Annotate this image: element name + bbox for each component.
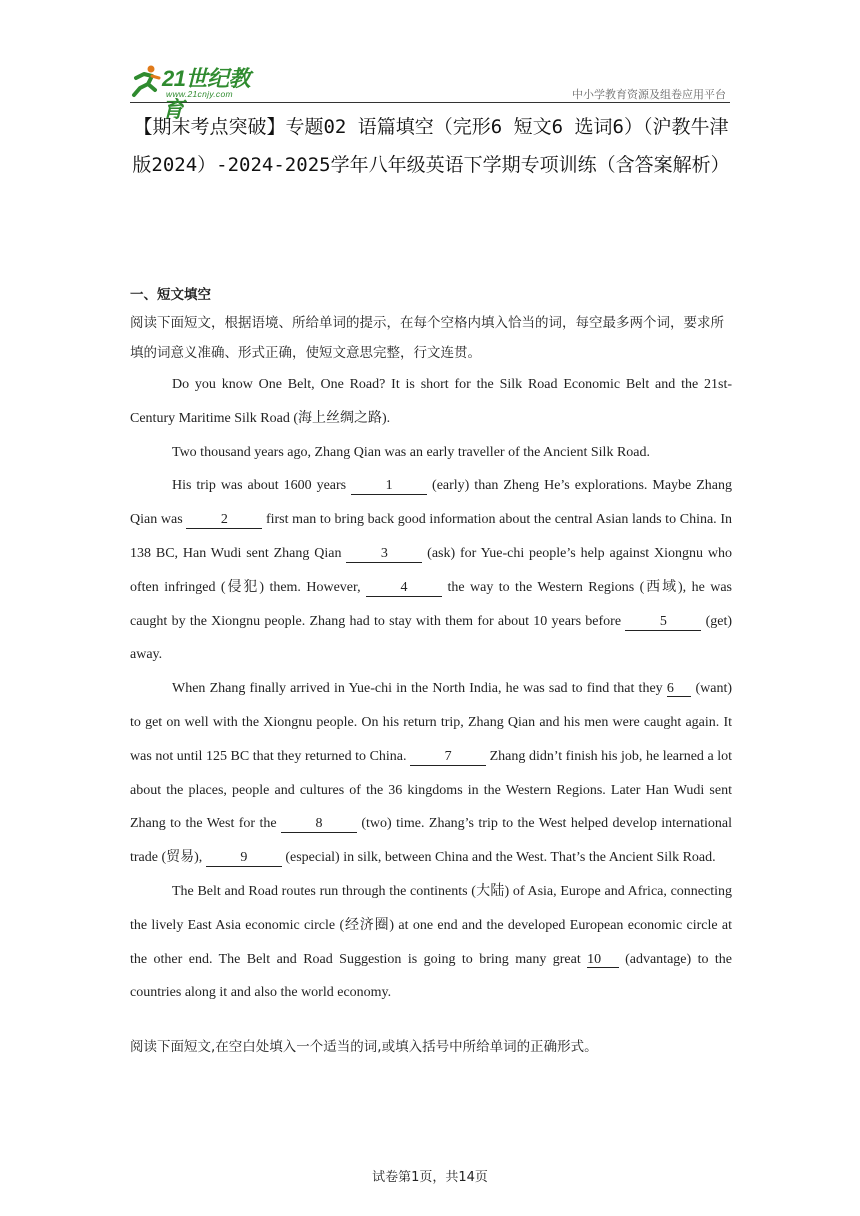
paragraph-2: Two thousand years ago, Zhang Qian was an early traveller of the Ancient Silk Road.: [172, 444, 650, 460]
text-segment: (ask) for Yue-chi people’s help against Xiongnu who often infringed (侵犯) them. However,: [130, 545, 732, 595]
text-segment: His trip was about 1600 years: [172, 478, 352, 494]
logo-url: www.21cnjy.com: [166, 89, 233, 99]
blank-9[interactable]: 9: [206, 850, 282, 867]
text-segment: Zhang didn’t finish his job, he learned a lot about the places, people and cultures of the 36 kingdoms in the Western Regions. Later Han Wudi sent Zhang to the West for the: [130, 748, 732, 832]
header-slogan: 中小学教育资源及组卷应用平台: [572, 88, 726, 101]
blank-10-number: 10: [587, 951, 602, 967]
running-figure-icon: [130, 64, 162, 98]
paragraph-3: [130, 469, 732, 672]
blank-10[interactable]: [587, 943, 619, 977]
blank-4[interactable]: 4: [366, 580, 442, 597]
blank-2[interactable]: 2: [186, 512, 262, 529]
section-instruction: 阅读下面短文，根据语境、所给单词的提示，在每个空格内填入恰当的词，每空最多两个词，要求所填的词意义准确、形式正确，使短文意思完整，行文连贯。: [130, 315, 724, 361]
blank-6[interactable]: [667, 672, 692, 706]
text-segment: (want) to get on well with the Xiongnu people. On his return trip, Zhang Qian and his men were caught again. It was not until 125 BC that they returned to China.: [130, 681, 732, 764]
text-segment: the way to the Western Regions (西域), he was caught by the Xiongnu people. Zhang had to stay with them for about 10 years before: [130, 579, 733, 629]
blank-6-number: 6: [666, 681, 674, 697]
text-segment: The Belt and Road routes run through the continents (大陆) of Asia, Europe and Africa, connecting the lively East Asia economic circle (经济圈) at one end and the developed European economic circle at the other end. The Belt and Road Suggestion is going to bring many great: [130, 883, 732, 967]
second-instruction: 阅读下面短文,在空白处填入一个适当的词,或填入括号中所给单词的正确形式。: [130, 1039, 598, 1056]
paragraph-1: Do you know One Belt, One Road? It is short for the Silk Road Economic Belt and the 21st-Century Maritime Silk Road (海上丝绸之路).: [130, 377, 732, 426]
paragraph-4: [130, 672, 732, 875]
text-segment: (especial) in silk, between China and the West. That’s the Ancient Silk Road.: [281, 850, 716, 866]
logo-text: 21世纪教育: [162, 66, 250, 122]
text-segment: first man to bring back good information about the central Asian lands to China. In 138 BC, Han Wudi sent Zhang Qian: [130, 512, 732, 561]
blank-5[interactable]: 5: [625, 614, 701, 631]
page-header: [130, 60, 730, 122]
text-segment: (early) than Zheng He’s explorations. Maybe Zhang Qian was: [130, 478, 732, 528]
page-footer: 试卷第1页，共14页: [372, 1170, 488, 1185]
document-body: [130, 282, 732, 1062]
paragraph-5: [130, 875, 732, 1010]
text-segment: (advantage) to the countries along it and also the world economy.: [130, 951, 733, 1001]
blank-3[interactable]: 3: [346, 546, 422, 563]
blank-8[interactable]: 8: [281, 816, 357, 833]
text-segment: When Zhang finally arrived in Yue-chi in the North India, he was sad to find that they: [172, 681, 667, 697]
blank-1[interactable]: 1: [351, 478, 427, 495]
document-title: 【期末考点突破】专题02 语篇填空（完形6 短文6 选词6）（沪教牛津版2024）-2024-2025学年八年级英语下学期专项训练（含答案解析）: [132, 116, 730, 176]
logo: [130, 62, 270, 122]
blank-7[interactable]: 7: [410, 749, 486, 766]
section-heading: 一、短文填空: [130, 287, 211, 303]
text-segment: (get) away.: [130, 613, 732, 663]
text-segment: (two) time. Zhang’s trip to the West helped develop international trade (贸易),: [130, 816, 733, 866]
